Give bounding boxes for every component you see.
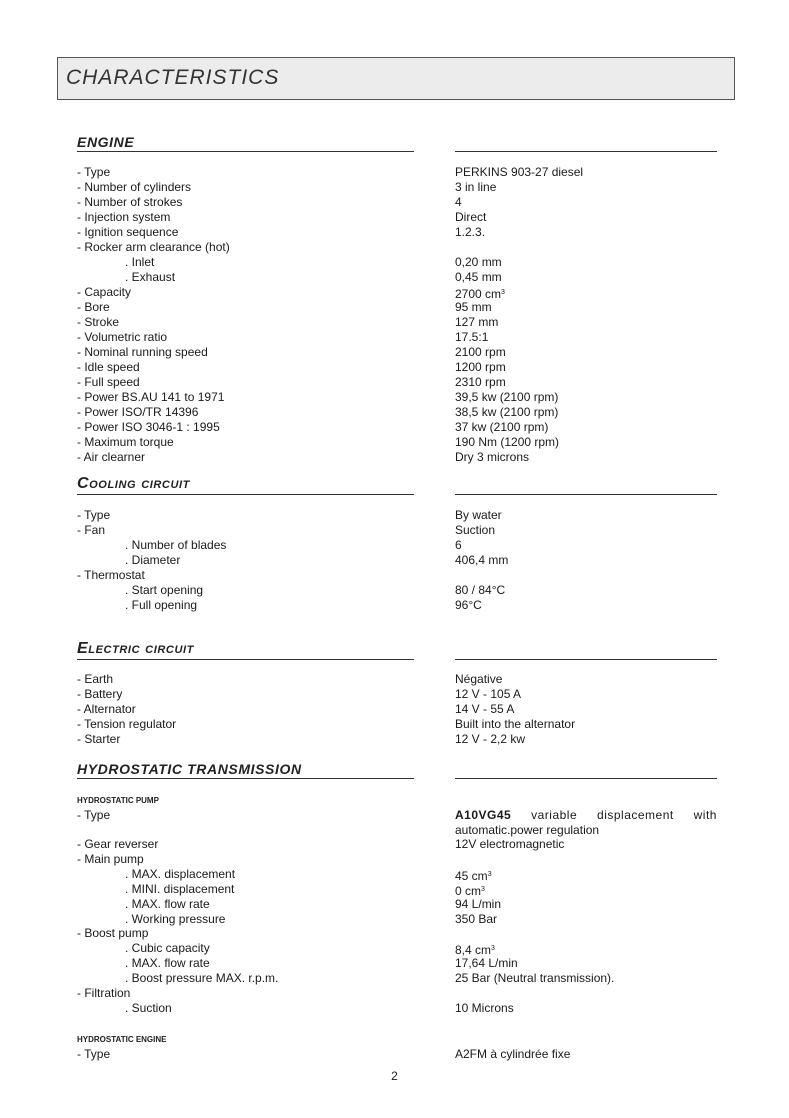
spec-label: - Battery <box>77 687 123 701</box>
spec-value <box>455 345 506 360</box>
spec-value-text: Dry 3 microns <box>455 450 530 464</box>
spec-value <box>455 897 501 912</box>
spec-label: . Working pressure <box>125 912 226 926</box>
spec-row <box>0 672 789 687</box>
spec-value <box>455 450 529 465</box>
spec-label: - Nominal running speed <box>77 345 208 359</box>
spec-row <box>0 435 789 450</box>
spec-value <box>455 808 717 823</box>
spec-value <box>455 553 508 568</box>
spec-value <box>455 1001 514 1016</box>
spec-value-text: 38,5 kw (2100 rpm) <box>455 405 559 419</box>
spec-row <box>0 390 789 405</box>
spec-value <box>455 375 506 390</box>
spec-row <box>0 508 789 523</box>
spec-value <box>455 405 558 420</box>
spec-row <box>0 538 789 553</box>
spec-row <box>0 405 789 420</box>
spec-value <box>455 971 614 986</box>
spec-value: A2FM à cylindrée fixe <box>455 1047 571 1061</box>
spec-value-text: 17,64 L/min <box>455 956 518 970</box>
spec-value-text: 95 mm <box>455 300 492 314</box>
spec-label: . Number of blades <box>125 538 227 552</box>
spec-label: - Idle speed <box>77 360 140 374</box>
spec-row <box>0 1047 789 1062</box>
spec-row <box>0 240 789 255</box>
spec-label: - Starter <box>77 732 121 746</box>
subheading-hydrostatic-pump: HYDROSTATIC PUMP <box>77 796 159 805</box>
spec-label: - Gear reverser <box>77 837 159 851</box>
spec-row <box>0 180 789 195</box>
spec-value-text: 45 cm <box>455 869 488 883</box>
spec-value <box>455 435 559 450</box>
spec-value-text: 406,4 mm <box>455 553 509 567</box>
spec-value-text: Négative <box>455 672 503 686</box>
spec-value-text: 14 V - 55 A <box>455 702 515 716</box>
spec-value-text: 2100 rpm <box>455 345 506 359</box>
spec-value-text: 12 V - 105 A <box>455 687 522 701</box>
spec-label: . MINI. displacement <box>125 882 235 896</box>
spec-row <box>0 285 789 300</box>
spec-label: - Boost pump <box>77 926 149 940</box>
spec-row <box>0 165 789 180</box>
spec-value <box>455 717 575 732</box>
spec-label: - Ignition sequence <box>77 225 179 239</box>
spec-label: - Fan <box>77 523 106 537</box>
section-rule-left <box>77 151 414 152</box>
spec-value-text: 4 <box>455 195 462 209</box>
spec-label: - Type <box>77 808 111 822</box>
spec-value-text: 2700 cm <box>455 287 502 301</box>
spec-row <box>0 808 789 823</box>
spec-row <box>0 195 789 210</box>
spec-label: - Alternator <box>77 702 136 716</box>
section-rule-right <box>455 778 717 779</box>
spec-row <box>0 956 789 971</box>
section-rule-right <box>455 151 717 152</box>
spec-value <box>455 420 548 435</box>
page-number: 2 <box>391 1069 398 1083</box>
spec-row <box>0 1001 789 1016</box>
spec-label: - Volumetric ratio <box>77 330 168 344</box>
spec-label: . MAX. flow rate <box>125 897 210 911</box>
spec-value-text: 25 Bar (Neutral transmission). <box>455 971 615 985</box>
spec-value <box>455 523 495 538</box>
spec-row <box>0 210 789 225</box>
page-title: CHARACTERISTICS <box>66 66 280 89</box>
superscript: 3 <box>501 289 505 296</box>
spec-value <box>455 270 502 285</box>
spec-row <box>0 270 789 285</box>
spec-value <box>455 315 498 330</box>
spec-value <box>455 210 486 225</box>
spec-row <box>0 897 789 912</box>
spec-label: - Bore <box>77 300 110 314</box>
spec-label: - Type <box>77 165 111 179</box>
spec-row <box>0 852 789 867</box>
section-rule-right <box>455 494 717 495</box>
spec-row <box>0 926 789 941</box>
spec-row <box>0 882 789 897</box>
spec-label: - Thermostat <box>77 568 145 582</box>
spec-value <box>455 732 525 747</box>
spec-label: . Boost pressure MAX. r.p.m. <box>125 971 279 985</box>
spec-value-text: 1.2.3. <box>455 225 486 239</box>
section-heading-electric: Electric circuit <box>77 640 194 657</box>
spec-row <box>0 420 789 435</box>
spec-value-text: 37 kw (2100 rpm) <box>455 420 549 434</box>
spec-row <box>0 986 789 1001</box>
spec-row <box>0 583 789 598</box>
spec-label: . Diameter <box>125 553 181 567</box>
spec-row <box>0 867 789 882</box>
spec-value <box>455 912 497 927</box>
spec-row <box>0 912 789 927</box>
spec-label: - Power BS.AU 141 to 1971 <box>77 390 225 404</box>
spec-row <box>0 360 789 375</box>
spec-value-text: 3 in line <box>455 180 497 194</box>
spec-row <box>0 717 789 732</box>
spec-row <box>0 375 789 390</box>
spec-row <box>0 837 789 852</box>
spec-row <box>0 300 789 315</box>
spec-label: . Start opening <box>125 583 204 597</box>
spec-value-text: 6 <box>455 538 462 552</box>
spec-row <box>0 315 789 330</box>
spec-label: - Full speed <box>77 375 140 389</box>
spec-row <box>0 598 789 613</box>
spec-value-text: 0 cm <box>455 884 482 898</box>
spec-value <box>455 538 462 553</box>
spec-value-text: Direct <box>455 210 487 224</box>
spec-value-text: 0,45 mm <box>455 270 502 284</box>
section-heading-hydrostatic: HYDROSTATIC TRANSMISSION <box>77 761 302 777</box>
spec-label: - Earth <box>77 672 114 686</box>
spec-value-text: Built into the alternator <box>455 717 576 731</box>
section-rule-right <box>455 659 717 660</box>
spec-label: . Cubic capacity <box>125 941 210 955</box>
spec-value <box>455 195 462 210</box>
spec-value-text: 96°C <box>455 598 482 612</box>
spec-label: . Suction <box>125 1001 172 1015</box>
spec-value-text: 0,20 mm <box>455 255 502 269</box>
spec-row <box>0 941 789 956</box>
spec-row <box>0 702 789 717</box>
section-heading-engine: ENGINE <box>77 134 135 150</box>
title-box <box>57 57 735 100</box>
spec-row <box>0 553 789 568</box>
spec-value <box>455 225 485 240</box>
spec-label: . MAX. flow rate <box>125 956 210 970</box>
pump-description: variable displacement with <box>531 808 717 822</box>
spec-row <box>0 971 789 986</box>
spec-value <box>455 702 514 717</box>
spec-label: - Type <box>77 1047 111 1061</box>
spec-value-text: By water <box>455 508 502 522</box>
superscript: 3 <box>491 945 495 952</box>
spec-row <box>0 345 789 360</box>
spec-value-text: 1200 rpm <box>455 360 506 374</box>
spec-value-text: 190 Nm (1200 rpm) <box>455 435 560 449</box>
spec-label: - Maximum torque <box>77 435 174 449</box>
spec-row <box>0 255 789 270</box>
spec-value <box>455 508 502 523</box>
spec-row <box>0 687 789 702</box>
spec-value <box>455 255 502 270</box>
subheading-hydrostatic-engine: HYDROSTATIC ENGINE <box>77 1035 167 1044</box>
spec-value-text: 39,5 kw (2100 rpm) <box>455 390 559 404</box>
spec-label: - Rocker arm clearance (hot) <box>77 240 230 254</box>
spec-label: - Filtration <box>77 986 131 1000</box>
spec-value <box>455 687 521 702</box>
section-rule-left <box>77 778 414 779</box>
spec-row <box>0 523 789 538</box>
spec-value <box>455 390 558 405</box>
spec-value <box>455 598 482 613</box>
spec-value-text: 94 L/min <box>455 897 502 911</box>
spec-label: - Number of strokes <box>77 195 183 209</box>
spec-row <box>0 225 789 240</box>
spec-value-text: 2310 rpm <box>455 375 506 389</box>
superscript: 3 <box>481 886 485 893</box>
spec-label: - Number of cylinders <box>77 180 192 194</box>
spec-value-text: 17.5:1 <box>455 330 489 344</box>
spec-label: - Main pump <box>77 852 144 866</box>
pump-model: A10VG45 <box>455 808 512 822</box>
spec-value <box>455 837 564 852</box>
spec-value <box>455 180 496 195</box>
spec-label: . Inlet <box>125 255 155 269</box>
spec-label: - Power ISO/TR 14396 <box>77 405 199 419</box>
spec-value-text: Suction <box>455 523 496 537</box>
spec-value <box>455 165 583 180</box>
spec-label: - Capacity <box>77 285 132 299</box>
spec-label: - Stroke <box>77 315 120 329</box>
spec-value-text: 350 Bar <box>455 912 498 926</box>
spec-label: - Type <box>77 508 111 522</box>
spec-row <box>0 732 789 747</box>
spec-row <box>0 568 789 583</box>
spec-label: - Tension regulator <box>77 717 177 731</box>
spec-label: . Exhaust <box>125 270 176 284</box>
spec-label: . MAX. displacement <box>125 867 236 881</box>
spec-value <box>455 360 506 375</box>
section-rule-left <box>77 494 414 495</box>
spec-value <box>455 672 502 687</box>
spec-value <box>455 583 505 598</box>
superscript: 3 <box>487 871 492 878</box>
spec-label: . Full opening <box>125 598 198 612</box>
section-heading-cooling: Cooling circuit <box>77 475 190 492</box>
spec-value-text: 127 mm <box>455 315 499 329</box>
spec-value <box>455 956 518 971</box>
spec-value <box>455 300 492 315</box>
spec-value-text: PERKINS 903-27 diesel <box>455 165 584 179</box>
spec-value-text: 8,4 cm <box>455 943 492 957</box>
spec-value-text: 12V electromagnetic <box>455 837 565 851</box>
spec-value-text: 80 / 84°C <box>455 583 506 597</box>
section-rule-left <box>77 659 414 660</box>
spec-value: automatic.power regulation <box>455 823 600 837</box>
spec-value <box>455 330 488 345</box>
spec-label: - Air clearner <box>77 450 146 464</box>
spec-label: - Injection system <box>77 210 171 224</box>
spec-value-text: 10 Microns <box>455 1001 514 1015</box>
spec-row <box>0 330 789 345</box>
spec-value-text: 12 V - 2,2 kw <box>455 732 526 746</box>
spec-row <box>0 450 789 465</box>
spec-row <box>0 823 789 838</box>
spec-label: - Power ISO 3046-1 : 1995 <box>77 420 220 434</box>
